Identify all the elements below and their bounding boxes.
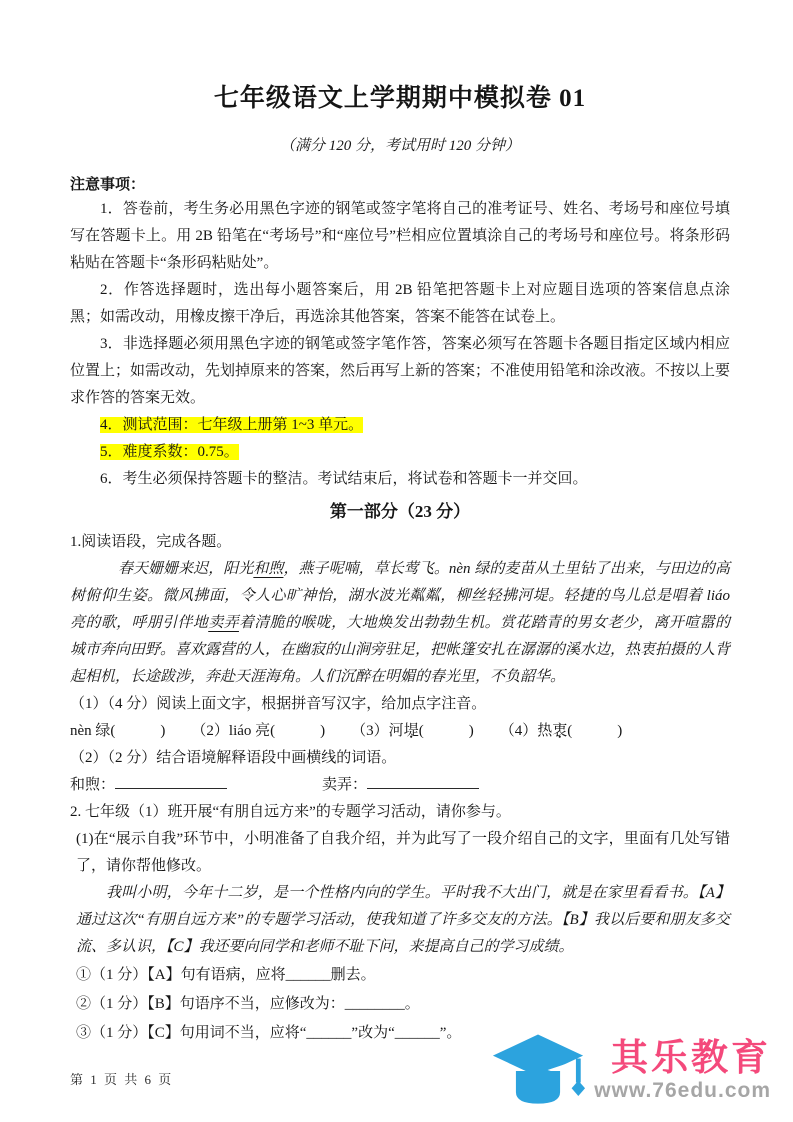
answer-paren: ( )	[270, 723, 326, 739]
dotted-char: 衷 •	[552, 718, 567, 745]
definition-row	[70, 772, 730, 799]
graduation-cap-icon	[490, 1032, 586, 1110]
question-1-lead: 1.阅读语段，完成各题。	[70, 534, 232, 550]
question-2-item-3: ③（1 分）【C】句用词不当，应将“______”改为“______”。	[76, 1025, 462, 1041]
brand-text-block	[594, 1039, 771, 1103]
question-2-item-2: ②（1 分）【B】句语序不当，应修改为：________。	[76, 996, 420, 1012]
question-2-item-1: ①（1 分）【A】句有语病，应将______删去。	[76, 967, 376, 983]
reading-passage	[70, 556, 730, 691]
question-2-sub-1: (1)在“展示自我”环节中，小明准备了自我介绍，并为此写了一段介绍自己的文字，里面有几处写错了，请你帮他修改。	[76, 831, 730, 874]
page-number: 第 1 页 共 6 页	[70, 1072, 174, 1087]
section-heading: 第一部分（23 分）	[329, 502, 471, 521]
dotted-char: 堤 •	[404, 718, 419, 745]
question-1-sub-1: （1）（4 分）阅读上面文字，根据拼音写汉字，给加点字注音。	[70, 696, 487, 712]
brand-url: www.76edu.com	[594, 1078, 771, 1102]
pinyin-blank-item	[191, 723, 325, 739]
blank-label: （3）河	[351, 723, 404, 739]
pinyin-blank-item	[70, 723, 165, 739]
answer-blank	[115, 773, 227, 789]
exam-subtitle: （满分 120 分，考试用时 120 分钟）	[279, 138, 520, 154]
question-2-body	[76, 826, 730, 1048]
notice-item-2: 2．作答选择题时，选出每小题答案后，用 2B 铅笔把答题卡上对应题目选项的答案信息点涂黑；如需改动，用橡皮擦干净后，再选涂其他答案，答案不能答在试卷上。	[70, 282, 730, 325]
underlined-word-mainong: 卖弄	[208, 615, 239, 631]
question-1-sub-2: （2）（2 分）结合语境解释语段中画横线的词语。	[70, 750, 397, 766]
notice-item-3: 3．非选择题必须用黑色字迹的钢笔或签字笔作答，答案必须写在答题卡各题目指定区域内相应位置上；如需改动，先划掉原来的答案，然后再写上新的答案；不准使用铅笔和涂改液。不按以上要求作答的答案无效。	[70, 336, 731, 406]
pinyin-blanks-row	[70, 718, 730, 745]
definition-label-hexu: 和煦：	[70, 777, 116, 793]
self-intro-passage: 我叫小明，今年十二岁，是一个性格内向的学生。平时我不大出门，就是在家里看看书。【A】通过这次“有朋自远方来”的专题学习活动，使我知道了许多交友的方法。【B】我以后要和朋友多交流、多认识，【C】我还要向同学和老师不耻下问，来提高自己的学习成绩。	[76, 885, 730, 955]
pinyin-blank-item	[500, 723, 623, 739]
answer-paren: ( )	[418, 723, 474, 739]
brand-name: 其乐教育	[611, 1037, 771, 1079]
notice-item-1: 1．答卷前，考生务必用黑色字迹的钢笔或签字笔将自己的准考证号、姓名、考场号和座位号填写在答题卡上。用 2B 铅笔在“考场号”和“座位号”栏相应位置填涂自己的考场号和座位号。将条形码粘贴在答题卡“条形码粘贴处”。	[70, 201, 730, 271]
answer-paren: ( )	[110, 723, 166, 739]
notice-item-5	[70, 439, 730, 466]
highlighted-text: 5．难度系数：0.75。	[100, 444, 239, 460]
blank-label: （4）热	[499, 723, 553, 739]
passage-text: ，燕子呢喃，草长莺飞。nèn 绿的麦苗从土里钻了出来，与田边的高树俯仰生姿。微风拂面，令人心旷神怡，湖水波光粼粼，柳丝轻拂河堤。轻捷的鸟儿总是唱着 liáo 亮的歌，呼朋引伴地	[70, 561, 730, 631]
passage-text: 着清脆的喉咙，大地焕发出勃勃生机。赏花踏青的男女老少，离开喧嚣的城市奔向田野。喜欢露营的人，在幽寂的山涧旁驻足，把帐篷安扎在潺潺的溪水边，热衷拍摄的人背起相机，长途跋涉，奔赴天涯海角。人们沉醉在明媚的春光里，不负韶华。	[70, 615, 731, 685]
page-title: 七年级语文上学期期中模拟卷 01	[213, 85, 587, 112]
blank-label: nèn 绿	[70, 723, 111, 739]
question-2-lead: 2. 七年级（1）班开展“有朋自远方来”的专题学习活动，请你参与。	[70, 804, 511, 820]
highlighted-text: 4．测试范围：七年级上册第 1~3 单元。	[100, 417, 364, 433]
answer-blank	[367, 773, 479, 789]
passage-text: 春天姗姗来迟，阳光	[118, 561, 254, 577]
pinyin-blank-item	[351, 723, 474, 739]
notice-heading: 注意事项：	[70, 176, 146, 193]
answer-paren: ( )	[567, 723, 623, 739]
definition-label-mainong: 卖弄：	[322, 777, 368, 793]
brand-logo	[490, 1032, 771, 1110]
notice-item-6: 6．考生必须保持答题卡的整洁。考试结束后，将试卷和答题卡一并交回。	[100, 471, 588, 487]
blank-label: （2）liáo 亮	[191, 723, 271, 739]
notice-item-4	[70, 412, 730, 439]
underlined-word-hexu: 和煦	[253, 561, 284, 577]
